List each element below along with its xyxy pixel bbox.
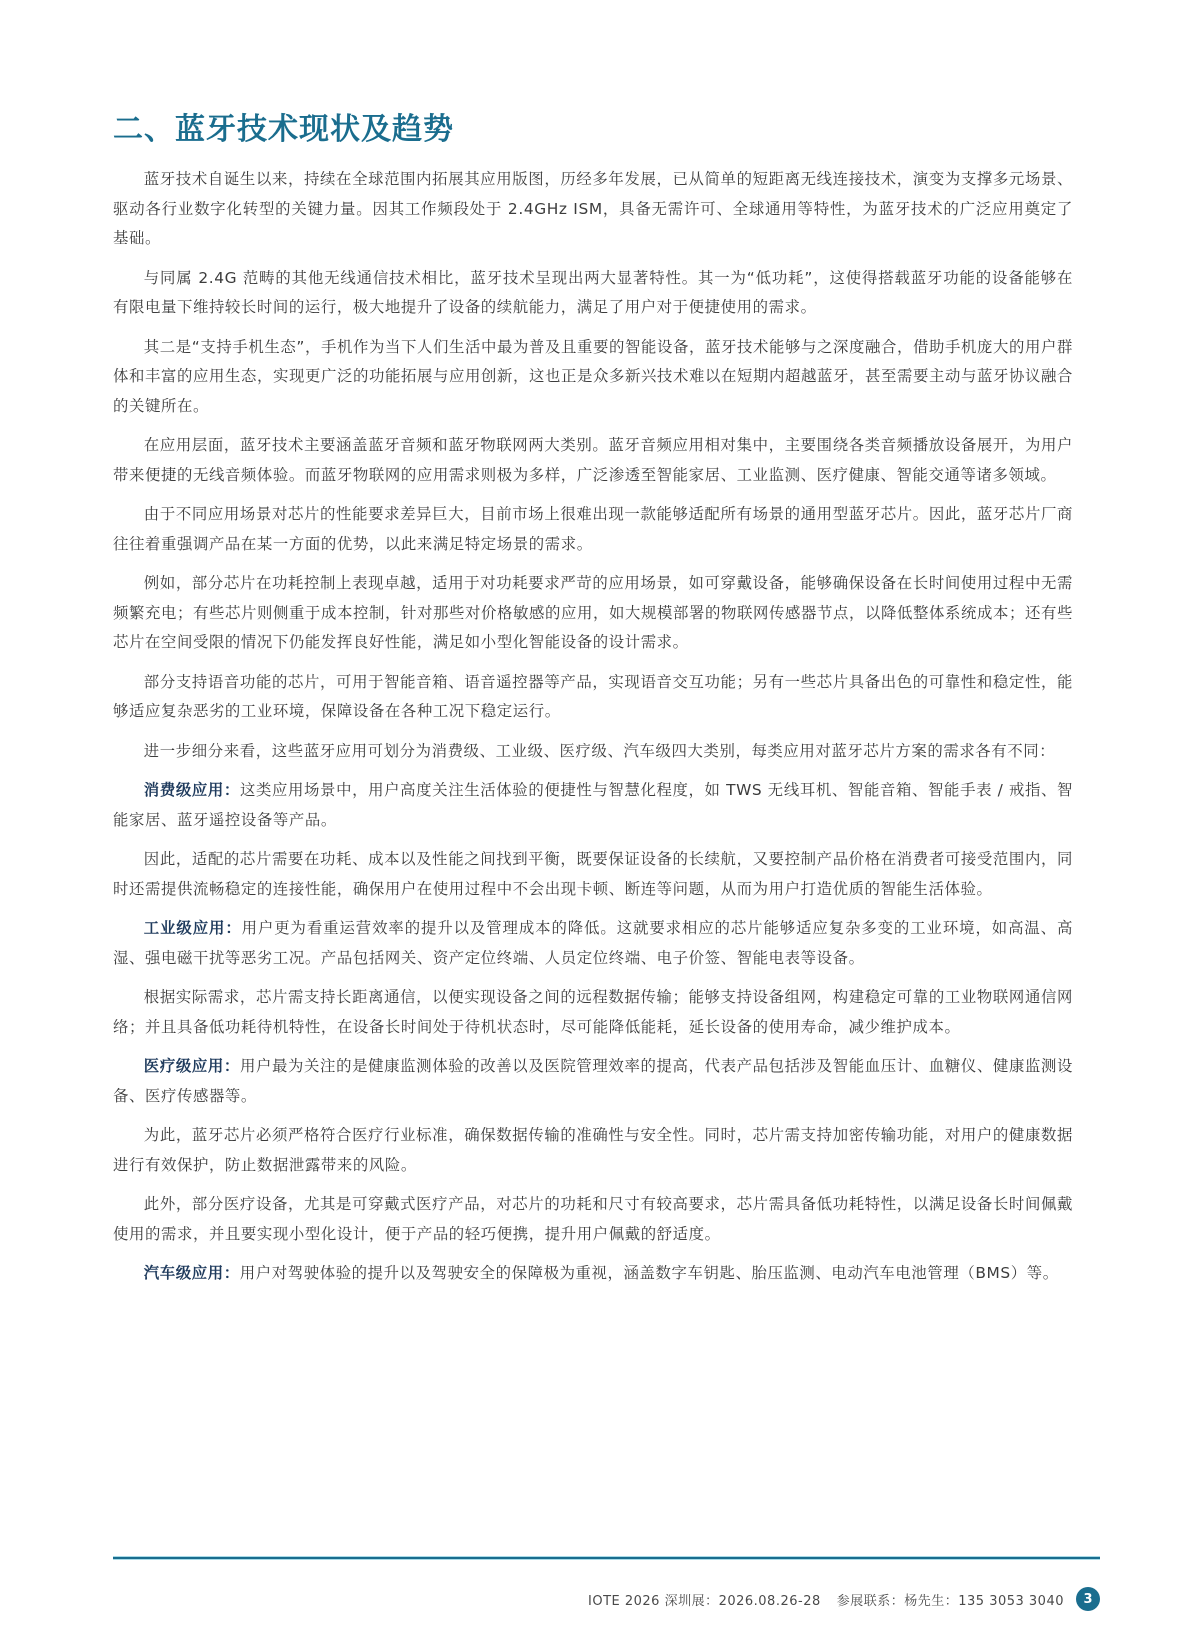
paragraph: [113, 431, 1073, 490]
paragraph-lead: 消费级应用：: [143, 781, 240, 799]
paragraph-lead: 工业级应用：: [143, 919, 242, 937]
paragraph-text: 因此，适配的芯片需要在功耗、成本以及性能之间找到平衡，既要保证设备的长续航，又要控制产品价格在消费者可接受范围内，同时还需提供流畅稳定的连接性能，确保用户在使用过程中不会出现卡顿、断连等问题，从而为用户打造优质的智能生活体验。: [113, 850, 1073, 898]
paragraph-lead: 医疗级应用：: [143, 1057, 240, 1075]
paragraph-text: 这类应用场景中，用户高度关注生活体验的便捷性与智慧化程度，如 TWS 无线耳机、智能音箱、智能手表 / 戒指、智能家居、蓝牙遥控设备等产品。: [113, 781, 1073, 829]
paragraph-text: 用户对驾驶体验的提升以及驾驶安全的保障极为重视，涵盖数字车钥匙、胎压监测、电动汽车电池管理（BMS）等。: [239, 1264, 1059, 1282]
paragraph-text: 部分支持语音功能的芯片，可用于智能音箱、语音遥控器等产品，实现语音交互功能；另有一些芯片具备出色的可靠性和稳定性，能够适应复杂恶劣的工业环境，保障设备在各种工况下稳定运行。: [113, 672, 1073, 720]
footer-contact-info: 参展联系：杨先生：135 3053 3040: [836, 1593, 1064, 1609]
paragraph-text: 由于不同应用场景对芯片的性能要求差异巨大，目前市场上很难出现一款能够适配所有场景的通用型蓝牙芯片。因此，蓝牙芯片厂商往往着重强调产品在某一方面的优势，以此来满足特定场景的需求。: [113, 505, 1073, 553]
paragraph-text: 与同属 2.4G 范畴的其他无线通信技术相比，蓝牙技术呈现出两大显著特性。其一为“低功耗”，这使得搭载蓝牙功能的设备能够在有限电量下维持较长时间的运行，极大地提升了设备的续航能力，满足了用户对于便捷使用的需求。: [113, 268, 1073, 316]
paragraph-automotive: [113, 1259, 1073, 1289]
paragraph: [113, 668, 1073, 727]
paragraph-medical: [113, 1052, 1073, 1111]
paragraph: [113, 1121, 1073, 1180]
footer-event-info: IOTE 2026 深圳展：2026.08.26-28: [588, 1593, 821, 1609]
paragraph-text: 例如，部分芯片在功耗控制上表现卓越，适用于对功耗要求严苛的应用场景，如可穿戴设备，能够确保设备在长时间使用过程中无需频繁充电；有些芯片则侧重于成本控制，针对那些对价格敏感的应用，如大规模部署的物联网传感器节点，以降低整体系统成本；还有些芯片在空间受限的情况下仍能发挥良好性能，满足如小型化智能设备的设计需求。: [113, 574, 1073, 651]
paragraph-text: 蓝牙技术自诞生以来，持续在全球范围内拓展其应用版图，历经多年发展，已从简单的短距离无线连接技术，演变为支撑多元场景、驱动各行业数字化转型的关键力量。因其工作频段处于 2.4GHz ISM，具备无需许可、全球通用等特性，为蓝牙技术的广泛应用奠定了基础。: [113, 170, 1073, 247]
paragraph: [113, 845, 1073, 904]
paragraph-industrial: [113, 914, 1073, 973]
paragraph-text: 根据实际需求，芯片需支持长距离通信，以便实现设备之间的远程数据传输；能够支持设备组网，构建稳定可靠的工业物联网通信网络；并且具备低功耗待机特性，在设备长时间处于待机状态时，尽可能降低能耗，延长设备的使用寿命，减少维护成本。: [113, 988, 1073, 1036]
paragraph: [113, 333, 1073, 422]
paragraph-consumer: [113, 776, 1073, 835]
paragraph: [113, 1190, 1073, 1249]
paragraph-text: 进一步细分来看，这些蓝牙应用可划分为消费级、工业级、医疗级、汽车级四大类别，每类应用对蓝牙芯片方案的需求各有不同：: [143, 741, 1056, 760]
paragraph-text: 用户更为看重运营效率的提升以及管理成本的降低。这就要求相应的芯片能够适应复杂多变的工业环境，如高温、高湿、强电磁干扰等恶劣工况。产品包括网关、资产定位终端、人员定位终端、电子价签、智能电表等设备。: [113, 919, 1073, 967]
section-title: 二、蓝牙技术现状及趋势: [113, 112, 454, 147]
paragraph-text: 在应用层面，蓝牙技术主要涵盖蓝牙音频和蓝牙物联网两大类别。蓝牙音频应用相对集中，主要围绕各类音频播放设备展开，为用户带来便捷的无线音频体验。而蓝牙物联网的应用需求则极为多样，广泛渗透至智能家居、工业监测、医疗健康、智能交通等诸多领域。: [113, 436, 1073, 484]
paragraph-text: 此外，部分医疗设备，尤其是可穿戴式医疗产品，对芯片的功耗和尺寸有较高要求，芯片需具备低功耗特性，以满足设备长时间佩戴使用的需求，并且要实现小型化设计，便于产品的轻巧便携，提升用户佩戴的舒适度。: [113, 1195, 1073, 1243]
paragraph-text: 为此，蓝牙芯片必须严格符合医疗行业标准，确保数据传输的准确性与安全性。同时，芯片需支持加密传输功能，对用户的健康数据进行有效保护，防止数据泄露带来的风险。: [113, 1126, 1073, 1174]
body-text: [113, 165, 1073, 1299]
paragraph: [113, 737, 1073, 767]
paragraph: [113, 165, 1073, 254]
paragraph: [113, 500, 1073, 559]
paragraph-lead: 汽车级应用：: [143, 1264, 240, 1282]
paragraph-text: 用户最为关注的是健康监测体验的改善以及医院管理效率的提高，代表产品包括涉及智能血压计、血糖仪、健康监测设备、医疗传感器等。: [113, 1057, 1074, 1105]
paragraph: [113, 983, 1073, 1042]
paragraph: [113, 569, 1073, 658]
footer-divider: [113, 1557, 1100, 1559]
paragraph-text: 其二是“支持手机生态”，手机作为当下人们生活中最为普及且重要的智能设备，蓝牙技术能够与之深度融合，借助手机庞大的用户群体和丰富的应用生态，实现更广泛的功能拓展与应用创新，这也正是众多新兴技术难以在短期内超越蓝牙，甚至需要主动与蓝牙协议融合的关键所在。: [113, 337, 1073, 415]
paragraph: [113, 264, 1073, 323]
page-number-badge: 3: [1076, 1587, 1100, 1611]
page-footer: [588, 1587, 1100, 1611]
